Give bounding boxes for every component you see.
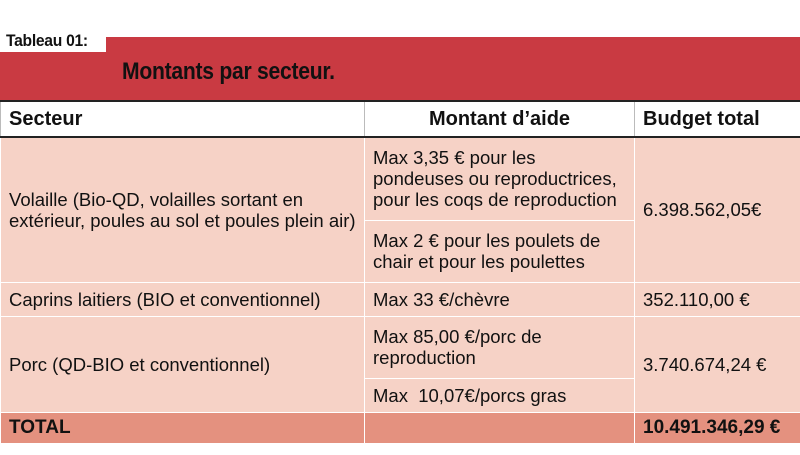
amount-cell: Max 3,35 € pour les pondeuses ou reproductrices, pour les coqs de reproduction: [365, 137, 635, 220]
title-banner: [0, 37, 800, 100]
budget-cell: 6.398.562,05€: [635, 137, 800, 282]
total-budget: 10.491.346,29 €: [635, 412, 800, 443]
total-row: [1, 412, 800, 443]
total-label: TOTAL: [1, 412, 365, 443]
amount-cell: Max 10,07€/porcs gras: [365, 378, 635, 412]
sector-cell: Volaille (Bio-QD, volailles sortant en extérieur, poules au sol et poules plein air): [1, 137, 365, 282]
sector-cell: Porc (QD-BIO et conventionnel): [1, 316, 365, 412]
table-header-row: [1, 101, 800, 137]
sector-cell: Caprins laitiers (BIO et conventionnel): [1, 282, 365, 316]
amount-cell: Max 2 € pour les poulets de chair et pour les poulettes: [365, 220, 635, 282]
table-label: Tableau 01:: [6, 31, 88, 50]
column-header-budget: Budget total: [635, 101, 800, 137]
budget-cell: 3.740.674,24 €: [635, 316, 800, 412]
budget-cell: 352.110,00 €: [635, 282, 800, 316]
funding-table: [0, 100, 800, 444]
amount-cell: Max 85,00 €/porc de reproduction: [365, 316, 635, 378]
column-header-sector: Secteur: [1, 101, 365, 137]
column-header-amount: Montant d’aide: [365, 101, 635, 137]
amount-cell: Max 33 €/chèvre: [365, 282, 635, 316]
table-row: [1, 282, 800, 316]
table-row: [1, 316, 800, 378]
table-row: [1, 137, 800, 220]
page-title: Montants par secteur.: [122, 58, 335, 85]
total-amount: [365, 412, 635, 443]
